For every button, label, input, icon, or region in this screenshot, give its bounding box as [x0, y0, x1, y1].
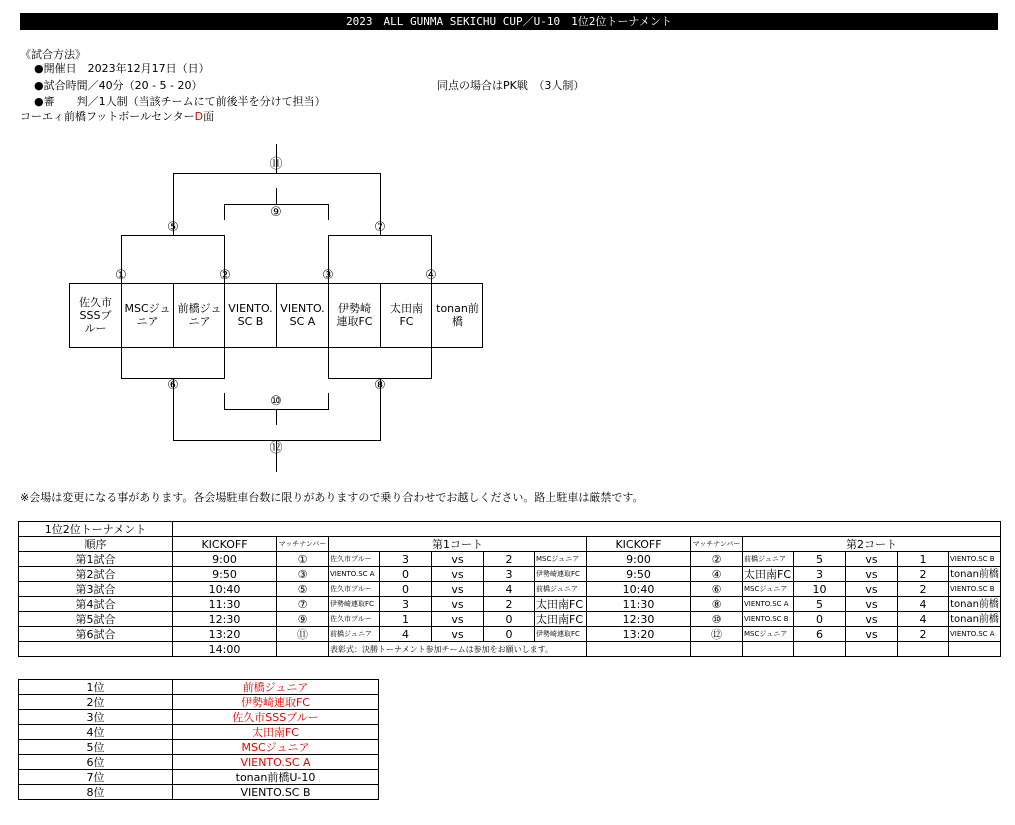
rank-position: 4位 [19, 725, 173, 740]
away-score: 0 [484, 627, 535, 642]
team-name-line: tonan前 [436, 302, 479, 315]
table-row [19, 612, 1001, 627]
away-score: 2 [484, 552, 535, 567]
team-name-line: SC A [289, 315, 316, 328]
ranking-table [18, 679, 379, 800]
rank-position: 1位 [19, 680, 173, 695]
away-team: 太田南FC [535, 612, 587, 627]
match-order: 第3試合 [19, 582, 173, 597]
away-team: MSCジュニア [535, 552, 587, 567]
away-score: 4 [484, 582, 535, 597]
match-number: ③ [277, 567, 329, 582]
table-row [19, 770, 379, 785]
rank-position: 5位 [19, 740, 173, 755]
match-label: ⑩ [270, 394, 282, 409]
match-number: ⑦ [277, 597, 329, 612]
bracket-line-r1-top-left [122, 236, 225, 284]
vs-label: vs [846, 612, 898, 627]
away-team: 伊勢崎連取FC [535, 627, 587, 642]
rank-position: 7位 [19, 770, 173, 785]
home-score: 10 [794, 582, 846, 597]
team-name-line: 佐久市 [79, 295, 112, 309]
home-team: 佐久市ブルー [329, 552, 380, 567]
bracket-team [122, 283, 173, 347]
rank-team: VIENTO.SC A [173, 755, 379, 770]
page-title: 2023 ALL GUNMA SEKICHU CUP／U-10 1位2位トーナメント [20, 13, 998, 30]
match-label: ⑪ [269, 157, 283, 172]
table-row [19, 740, 379, 755]
col-match-no-1: マッチナンバー [277, 537, 329, 552]
match-label: ⑥ [167, 378, 179, 393]
table-row [19, 552, 1001, 567]
match-label: ④ [425, 268, 437, 283]
rank-position: 8位 [19, 785, 173, 800]
home-score: 6 [794, 627, 846, 642]
court-1-header: 第1コート [329, 537, 587, 552]
schedule-title-row [19, 522, 1001, 537]
away-team: VIENTO.SC B [949, 552, 1001, 567]
team-name-line: 前橋ジュ [177, 302, 222, 315]
bracket-team [225, 283, 276, 347]
bracket-team [277, 283, 328, 347]
table-row [19, 755, 379, 770]
away-team: VIENTO.SC B [949, 582, 1001, 597]
match-number: ⑨ [277, 612, 329, 627]
match-label: ⑤ [167, 220, 179, 235]
home-score: 3 [794, 567, 846, 582]
team-name-line: 橋 [451, 315, 463, 328]
away-score: 2 [898, 627, 949, 642]
bracket-line-r1-bottom-right [329, 347, 432, 379]
method-heading: 《試合方法》 [20, 48, 86, 61]
referee-rule: ●審 判／1人制（当該チームにて前後半を分けて担当） [34, 95, 326, 108]
match-order: 第6試合 [19, 627, 173, 642]
venue-suffix: 面 [203, 110, 215, 123]
table-row [19, 710, 379, 725]
kickoff-time: 9:50 [587, 567, 691, 582]
team-name-line: ニア [136, 315, 159, 328]
match-number: ② [691, 552, 743, 567]
col-match-no-2: マッチナンバー [691, 537, 743, 552]
schedule-table [18, 521, 1001, 657]
match-number: ⑪ [277, 627, 329, 642]
home-team: VIENTO.SC B [743, 612, 794, 627]
away-team: 太田南FC [535, 597, 587, 612]
match-number: ⑩ [691, 612, 743, 627]
match-number: ⑫ [691, 627, 743, 642]
away-score: 3 [484, 567, 535, 582]
match-number: ① [277, 552, 329, 567]
table-row [19, 785, 379, 800]
match-number: ④ [691, 567, 743, 582]
team-name-line: 太田南 [390, 302, 423, 315]
kickoff-time: 12:30 [173, 612, 277, 627]
team-name-line: 連取FC [336, 315, 373, 328]
vs-label: vs [846, 627, 898, 642]
bracket-line-r1-top-right [329, 236, 432, 284]
rank-position: 3位 [19, 710, 173, 725]
table-row [19, 627, 1001, 642]
away-team: tonan前橋 [950, 613, 999, 625]
table-row [19, 680, 379, 695]
vs-label: vs [846, 552, 898, 567]
match-duration: ●試合時間／40分（20 - 5 - 20） [34, 79, 203, 92]
home-team: 佐久市ブルー [329, 582, 380, 597]
court-2-header: 第2コート [743, 537, 1001, 552]
table-row [19, 725, 379, 740]
schedule-header-row [19, 537, 1001, 552]
team-name-line: MSCジュ [124, 302, 171, 315]
vs-label: vs [432, 582, 484, 597]
home-score: 4 [380, 627, 432, 642]
home-team: 前橋ジュニア [329, 627, 380, 642]
home-team: 佐久市ブルー [329, 612, 380, 627]
home-score: 5 [794, 597, 846, 612]
home-score: 0 [380, 582, 432, 597]
kickoff-time: 13:20 [173, 627, 277, 642]
team-name-line: VIENTO. [228, 302, 273, 315]
home-score: 0 [380, 567, 432, 582]
home-team: VIENTO.SC A [743, 597, 794, 612]
away-team: tonan前橋 [950, 598, 999, 610]
team-name-line: SC B [237, 315, 264, 328]
match-label: ⑨ [270, 205, 282, 220]
match-label: ⑦ [374, 220, 386, 235]
table-row [19, 567, 1001, 582]
vs-label: vs [432, 612, 484, 627]
match-label: ③ [322, 268, 334, 283]
home-team: MSCジュニア [743, 582, 794, 597]
away-team: tonan前橋 [950, 568, 999, 580]
bracket-line-r1-bottom-left [122, 347, 225, 379]
vs-label: vs [432, 552, 484, 567]
col-kickoff-2: KICKOFF [587, 537, 691, 552]
away-score: 2 [898, 567, 949, 582]
match-label: ⑫ [269, 441, 283, 456]
away-score: 4 [898, 597, 949, 612]
kickoff-time: 13:20 [587, 627, 691, 642]
vs-label: vs [846, 597, 898, 612]
col-order: 順序 [19, 537, 173, 552]
home-team: MSCジュニア [743, 627, 794, 642]
home-team: VIENTO.SC A [329, 567, 380, 582]
ceremony-row [19, 642, 1001, 657]
away-score: 4 [898, 612, 949, 627]
table-row [19, 695, 379, 710]
vs-label: vs [432, 597, 484, 612]
vs-label: vs [432, 627, 484, 642]
home-team: 伊勢崎連取FC [329, 597, 380, 612]
parking-notice: ※会場は変更になる事があります。各会場駐車台数に限りがありますので乗り合わせでお越しください。路上駐車は厳禁です。 [20, 491, 644, 504]
match-label: ⑧ [374, 378, 386, 393]
away-team: VIENTO.SC A [949, 627, 1001, 642]
kickoff-time: 10:40 [173, 582, 277, 597]
team-name-line: SSSブ [79, 308, 112, 322]
col-kickoff-1: KICKOFF [173, 537, 277, 552]
kickoff-time: 11:30 [587, 597, 691, 612]
rank-team: 太田南FC [173, 725, 379, 740]
match-label: ② [219, 268, 231, 283]
team-name-line: ニア [188, 315, 211, 328]
rank-team: tonan前橋U-10 [173, 770, 379, 785]
bracket-team [174, 283, 225, 347]
team-name-line: FC [399, 315, 414, 328]
rank-team: VIENTO.SC B [173, 785, 379, 800]
team-name-line: 伊勢崎 [337, 302, 371, 315]
away-score: 0 [484, 612, 535, 627]
bracket-team [381, 283, 432, 347]
away-team: 前橋ジュニア [535, 582, 587, 597]
vs-label: vs [432, 567, 484, 582]
table-row [19, 582, 1001, 597]
kickoff-time: 9:00 [587, 552, 691, 567]
away-score: 2 [484, 597, 535, 612]
team-name-line: VIENTO. [280, 302, 325, 315]
kickoff-time: 9:50 [173, 567, 277, 582]
match-order: 第5試合 [19, 612, 173, 627]
schedule-title: 1位2位トーナメント [19, 522, 173, 537]
match-label: ① [115, 268, 127, 283]
rank-team: 前橋ジュニア [173, 680, 379, 695]
kickoff-time: 12:30 [587, 612, 691, 627]
match-order: 第4試合 [19, 597, 173, 612]
home-score: 1 [380, 612, 432, 627]
away-team: 伊勢崎連取FC [535, 567, 587, 582]
match-number: ⑧ [691, 597, 743, 612]
kickoff-time: 11:30 [173, 597, 277, 612]
rank-team: 佐久市SSSブルー [173, 710, 379, 725]
vs-label: vs [846, 567, 898, 582]
event-date: ●開催日 2023年12月17日（日） [34, 62, 210, 75]
ceremony-note: 表彰式：決勝トーナメント参加チームは参加をお願いします。 [329, 642, 587, 657]
rank-team: MSCジュニア [173, 740, 379, 755]
rank-position: 2位 [19, 695, 173, 710]
ceremony-time: 14:00 [173, 642, 277, 657]
kickoff-time: 9:00 [173, 552, 277, 567]
match-number: ⑤ [277, 582, 329, 597]
rank-team: 伊勢崎連取FC [173, 695, 379, 710]
venue-court: D [194, 110, 204, 123]
home-score: 3 [380, 597, 432, 612]
home-team: 太田南FC [743, 567, 794, 582]
away-score: 1 [898, 552, 949, 567]
home-team: 前橋ジュニア [743, 552, 794, 567]
rank-position: 6位 [19, 755, 173, 770]
home-score: 0 [794, 612, 846, 627]
table-row [19, 597, 1001, 612]
bracket-team [329, 283, 380, 347]
bracket-team [432, 283, 483, 347]
team-name-line: ルー [84, 321, 107, 335]
match-number: ⑥ [691, 582, 743, 597]
away-score: 2 [898, 582, 949, 597]
match-order: 第1試合 [19, 552, 173, 567]
vs-label: vs [846, 582, 898, 597]
match-order: 第2試合 [19, 567, 173, 582]
venue-name: コーエィ前橋フットボールセンター [20, 110, 195, 123]
home-score: 5 [794, 552, 846, 567]
bracket-team [70, 283, 121, 347]
home-score: 3 [380, 552, 432, 567]
pk-rule: 同点の場合はPK戦 （3人制） [437, 79, 585, 92]
kickoff-time: 10:40 [587, 582, 691, 597]
